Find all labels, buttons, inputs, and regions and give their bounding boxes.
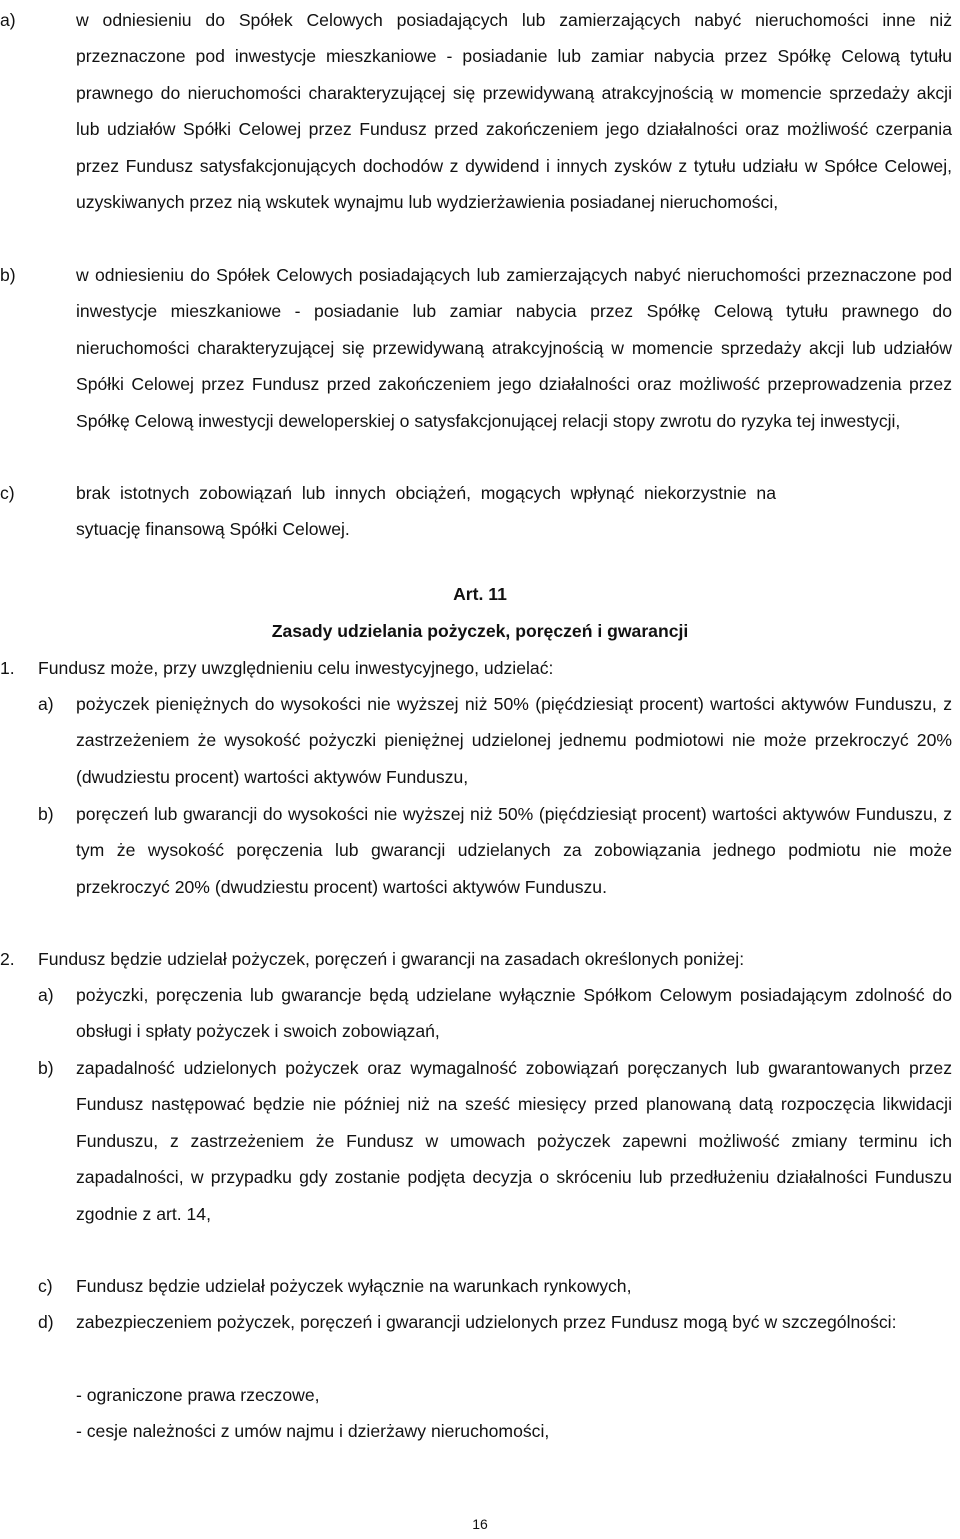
list-marker: b) [0,265,16,285]
list-marker: c) [0,483,15,503]
list-item-text: zapadalność udzielonych pożyczek oraz wymagalność zobowiązań poręczanych lub gwarantowanych przez Fundusz następować będzie nie później niż na sześć miesięcy przed planowaną datą rozpoczęcia likwidacji Funduszu, z zastrzeżeniem że Fundusz w umowach pożyczek zapewni możliwość zmiany terminu ich zapadalności, w przypadku gdy zostanie podjęta decyzja o skróceniu lub przedłużeniu działalności Funduszu zgodnie z art. 14, [76,1058,952,1224]
dash-item: - cesje należności z umów najmu i dzierżawy nieruchomości, [76,1421,550,1441]
list-marker: b) [38,804,54,824]
list-marker: a) [38,985,54,1005]
list-item-text: Fundusz będzie udzielał pożyczek wyłącznie na warunkach rynkowych, [76,1276,632,1296]
list-item-text: poręczeń lub gwarancji do wysokości nie wyższej niż 50% (pięćdziesiąt procent) wartości aktywów Funduszu, z tym że wysokość poręczenia lub gwarancji udzielanych za zobowiązania jednego podmiotu nie może przekroczyć 20% (dwudziestu procent) wartości aktywów Funduszu. [76,804,952,897]
list-item-text: brak istotnych zobowiązań lub innych obciążeń, mogących wpłynąć niekorzystnie na sytuację finansową Spółki Celowej. [76,483,776,540]
section-text: Fundusz będzie udzielał pożyczek, poręczeń i gwarancji na zasadach określonych poniżej: [38,949,745,969]
list-item-text: w odniesieniu do Spółek Celowych posiadających lub zamierzających nabyć nieruchomości inne niż przeznaczone pod inwestycje mieszkaniowe - posiadanie lub zamiar nabycia przez Spółkę Celową tytułu prawnego do nieruchomości charakteryzującej się przewidywaną atrakcyjnością w momencie sprzedaży akcji lub udziałów Spółki Celowej przez Fundusz przed zakończeniem jego działalności oraz możliwość czerpania przez Fundusz satysfakcjonujących dochodów z dywidend i innych zysków z tytułu udziału w Spółce Celowej, uzyskiwanych przez nią wskutek wynajmu lub wydzierżawienia posiadanej nieruchomości, [76,10,952,213]
section-marker: 1. [0,658,15,678]
list-marker: c) [38,1276,53,1296]
list-marker: a) [38,694,54,714]
article-title: Zasady udzielania pożyczek, poręczeń i gwarancji [271,621,689,641]
list-item-text: w odniesieniu do Spółek Celowych posiadających lub zamierzających nabyć nieruchomości przeznaczone pod inwestycje mieszkaniowe - posiadanie lub zamiar nabycia przez Spółkę Celową tytułu prawnego do nieruchomości charakteryzującej się przewidywaną atrakcyjnością w momencie sprzedaży akcji lub udziałów Spółki Celowej przez Fundusz przed zakończeniem jego działalności oraz możliwość przeprowadzenia przez Spółkę Celową inwestycji deweloperskiej o satysfakcjonującej relacji stopy zwrotu do ryzyka tej inwestycji, [76,265,952,431]
article-number: Art. 11 [453,584,507,604]
list-marker: d) [38,1312,54,1332]
list-item-text: pożyczek pieniężnych do wysokości nie wyższej niż 50% (pięćdziesiąt procent) wartości aktywów Funduszu, z zastrzeżeniem że wysokość pożyczki pieniężnej udzielonej jednemu podmiotowi nie może przekroczyć 20% (dwudziestu procent) wartości aktywów Funduszu, [76,694,952,787]
section-marker: 2. [0,949,15,969]
page-number: 16 [472,1516,488,1532]
section-text: Fundusz może, przy uwzględnieniu celu inwestycyjnego, udzielać: [38,658,554,678]
list-item-text: pożyczki, poręczenia lub gwarancje będą udzielane wyłącznie Spółkom Celowym posiadającym zdolność do obsługi i spłaty pożyczek i swoich zobowiązań, [76,985,952,1042]
list-marker: a) [0,10,16,30]
list-item-text: zabezpieczeniem pożyczek, poręczeń i gwarancji udzielonych przez Fundusz mogą być w szczególności: [76,1312,897,1332]
dash-item: - ograniczone prawa rzeczowe, [76,1385,320,1405]
list-marker: b) [38,1058,54,1078]
